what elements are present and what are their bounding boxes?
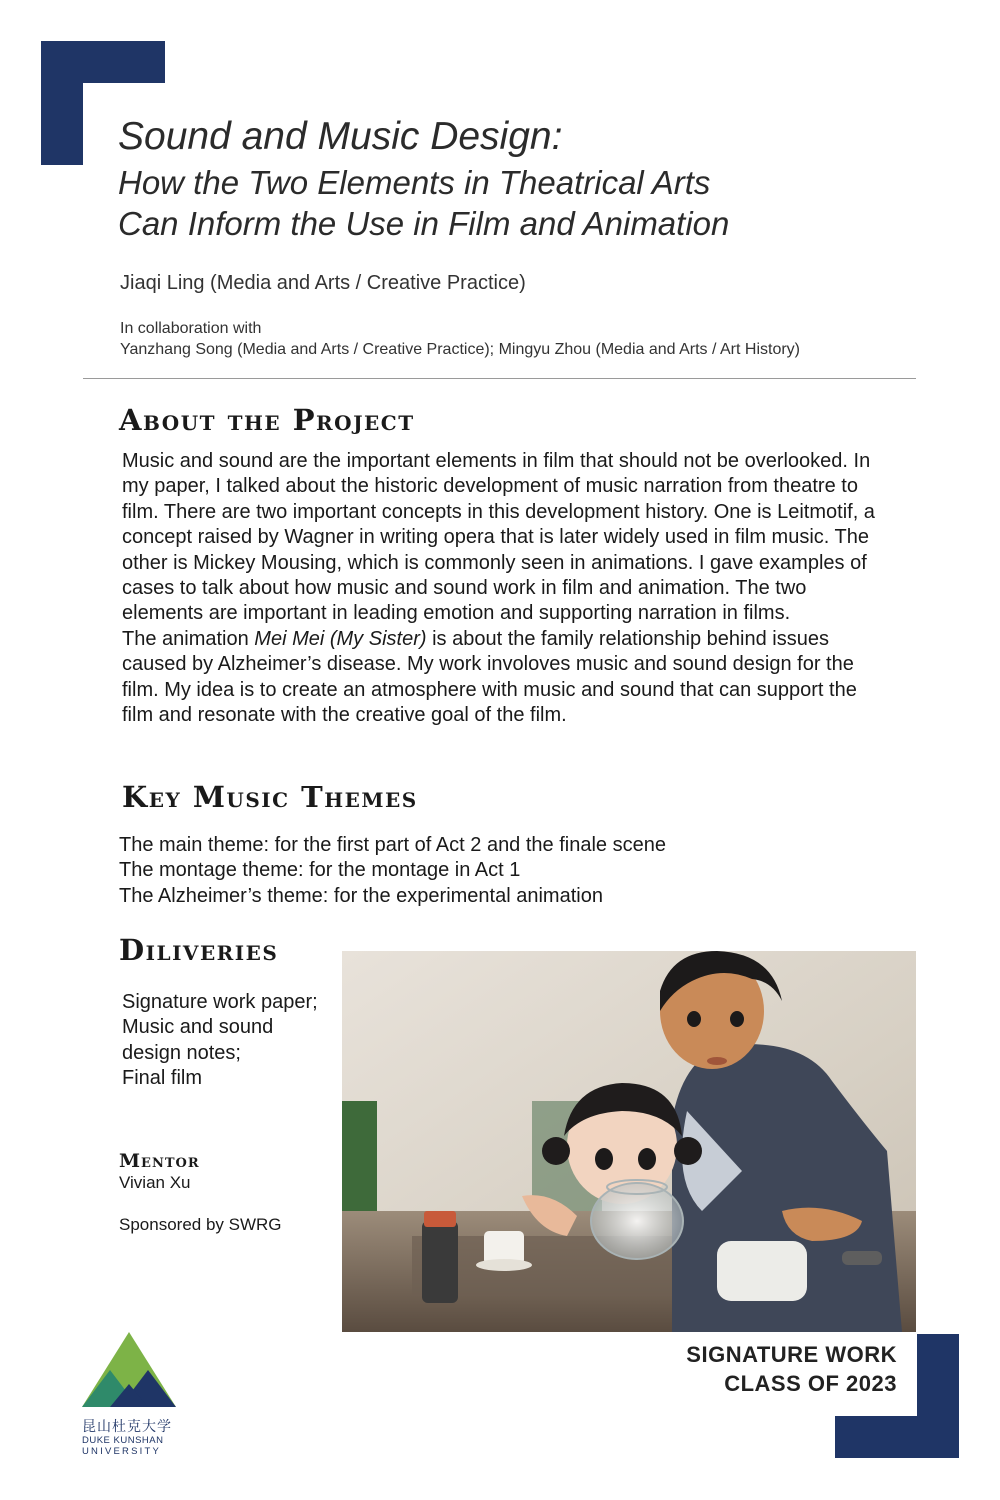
mentor-heading: Mentor xyxy=(119,1150,200,1172)
deliveries-heading: Diliveries xyxy=(119,933,279,967)
theme-item: The montage theme: for the montage in Act 1 xyxy=(119,859,521,882)
delivery-item: Music and sound design notes; xyxy=(122,1016,274,1064)
signature-line-1: SIGNATURE WORK xyxy=(686,1342,897,1367)
subtitle-line-2: Can Inform the Use in Film and Animation xyxy=(118,205,730,242)
collaborator-names: Yanzhang Song (Media and Arts / Creative Practice); Mingyu Zhou (Media and Arts / Art History) xyxy=(120,341,801,358)
corner-bracket-bottom-right xyxy=(917,1334,959,1458)
mentor-name: Vivian Xu xyxy=(119,1173,191,1192)
about-heading: About the Project xyxy=(119,403,415,437)
delivery-item: Final film xyxy=(122,1067,203,1090)
theme-item: The Alzheimer’s theme: for the experimental animation xyxy=(119,884,603,907)
theme-item: The main theme: for the first part of Act 2 and the finale scene xyxy=(119,834,666,856)
themes-heading: Key Music Themes xyxy=(122,780,418,814)
about-paragraph-2-start: The animation xyxy=(122,627,255,650)
subtitle-line-1: How the Two Elements in Theatrical Arts xyxy=(118,164,711,201)
dku-logo-icon xyxy=(82,1332,176,1407)
logo-name-line-2: UNIVERSITY xyxy=(82,1446,162,1457)
film-still-illustration xyxy=(342,951,916,1332)
film-title: Mei Mei (My Sister) xyxy=(254,627,427,650)
about-paragraph-2 xyxy=(122,627,892,729)
themes-list xyxy=(119,833,666,909)
section-divider xyxy=(83,378,916,379)
signature-work-label xyxy=(640,1340,897,1398)
corner-bracket-top-left xyxy=(41,41,83,165)
author-name: Jiaqi Ling (Media and Arts / Creative Practice) xyxy=(120,272,526,294)
about-paragraph-2-end: is about the family relationship behind issues caused by Alzheimer’s disease. My work involoves music and sound design for the film. My idea is to create an atmosphere with music and sound that can support the film and resonate with the creative goal of the film. xyxy=(122,627,857,727)
delivery-item: Signature work paper; xyxy=(122,991,318,1013)
poster-subtitle xyxy=(118,162,938,244)
deliveries-list xyxy=(122,990,322,1092)
film-still-image xyxy=(342,951,916,1332)
about-body xyxy=(122,449,892,728)
about-paragraph-1: Music and sound are the important elements in film that should not be overlooked. In my paper, I talked about the historic development of music narration from theatre to film. There are two important concepts in this development history. One is Leitmotif, a concept raised by Wagner in writing opera that is later widely used in film music. The other is Mickey Mousing, which is commonly seen in animations. I gave examples of cases to talk about how music and sound work in film and animation. The two elements are important in leading emotion and supporting narration in films. xyxy=(122,450,875,625)
logo-name-line-1: DUKE KUNSHAN xyxy=(82,1435,164,1446)
poster-title: Sound and Music Design: xyxy=(118,115,563,158)
collaboration-label: In collaboration with xyxy=(120,320,262,337)
sponsor-text: Sponsored by SWRG xyxy=(119,1215,282,1234)
logo-chinese-name: 昆山杜克大学 xyxy=(82,1419,172,1435)
signature-line-2: CLASS OF 2023 xyxy=(724,1371,897,1396)
